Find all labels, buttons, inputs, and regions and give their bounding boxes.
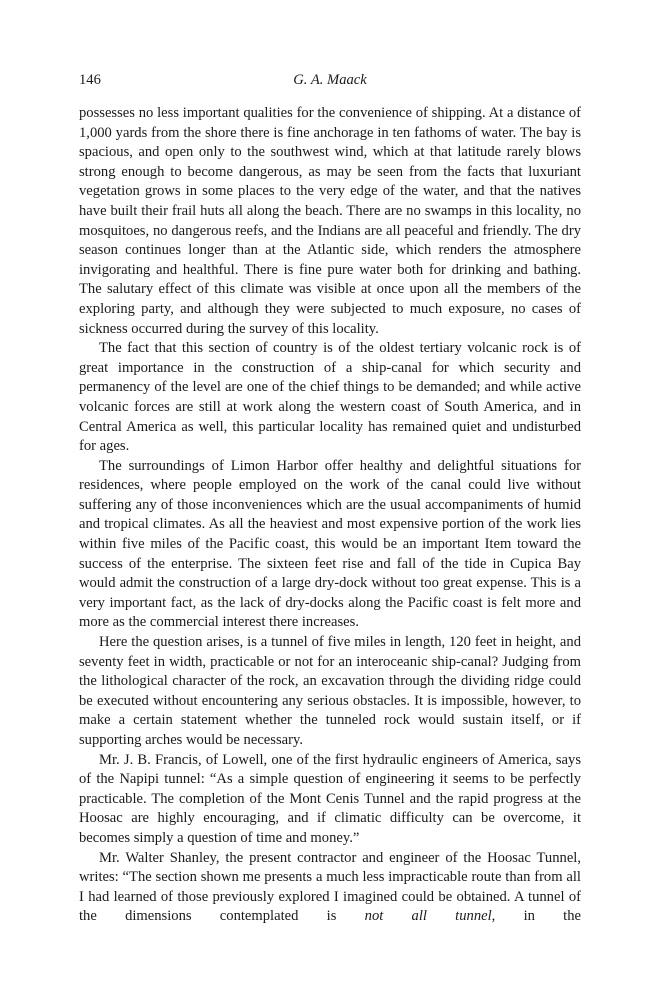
paragraph-6-text-before: Mr. Walter Shanley, the present contractor and engineer of the Hoosac Tunnel, writes: “The section shown me presents a much less impracticable route than from all I had learned of those previously explored I imagined could be obtained. A tunnel of the dimensions contemplated is (79, 849, 581, 925)
paragraph-1: possesses no less important qualities for the convenience of shipping. At a distance of 1,000 yards from the shore there is fine anchorage in ten fathoms of water. The bay is spacious, and open only to the southwest wind, which at that latitude rarely blows strong enough to become dangerous, as may be seen from the facts that luxuriant vegetation grows in some places to the very edge of the water, and that the natives have built their frail huts all along the beach. There are no swamps in this locality, no mosquitoes, no dangerous reefs, and the Indians are all peaceful and friendly. The dry season continues longer than at the Atlantic side, which renders the atmosphere invigorating and healthful. There is fine pure water both for drinking and bathing. The salutary effect of this climate was visible at once upon all the members of the exploring party, and although they were subjected to much exposure, no cases of sickness occurred during the survey of this locality. (79, 105, 581, 337)
running-title: G. A. Maack (293, 72, 367, 88)
paragraph-3: The surroundings of Limon Harbor offer healthy and delightful situations for residences, where people employed on the work of the canal could live without suffering any of those inconveniences which are the usual accompaniments of humid and tropical climates. As all the heaviest and most expensive portion of the work lies within five miles of the Pacific coast, this would be an important Item toward the success of the enterprise. The sixteen feet rise and fall of the tide in Cupica Bay would admit the construction of a large dry-dock without too great expense. This is a very important fact, as the lack of dry-docks along the Pacific coast is felt more and more as the commercial interest there increases. (79, 457, 581, 631)
paragraph-6-text-after: , in the (491, 908, 581, 925)
paragraph-5: Mr. J. B. Francis, of Lowell, one of the first hydraulic engineers of America, says of the Napipi tunnel: “As a simple question of engineering it seems to be perfectly practicable. The completion of the Mont Cenis Tunnel and the rapid progress at the Hoosac are highly encouraging, and if climatic difficulty can be overcome, it becomes simply a question of time and money.” (79, 751, 581, 846)
paragraph-2: The fact that this section of country is of the oldest tertiary volcanic rock is of great importance in the construction of a ship-canal for which security and permanency of the level are one of the chief things to be demanded; and while active volcanic forces are still at work along the western coast of South America, and in Central America as well, this particular locality has remained quiet and undisturbed for ages. (79, 340, 581, 455)
paragraph-4: Here the question arises, is a tunnel of five miles in length, 120 feet in height, and seventy feet in width, practicable or not for an interoceanic ship-canal? Judging from the lithological character of the rock, an excavation through the dividing ridge could be executed without encountering any serious obstacles. It is impossible, however, to make a certain statement whether the tunneled rock would sustain itself, or if supporting arches would be necessary. (79, 634, 581, 748)
paragraph-6-emphasis: not all tunnel (364, 908, 492, 925)
body-text (79, 104, 581, 927)
paragraph-6 (79, 849, 581, 927)
page-number: 146 (79, 72, 101, 88)
running-head (79, 70, 581, 94)
book-page (79, 70, 581, 927)
